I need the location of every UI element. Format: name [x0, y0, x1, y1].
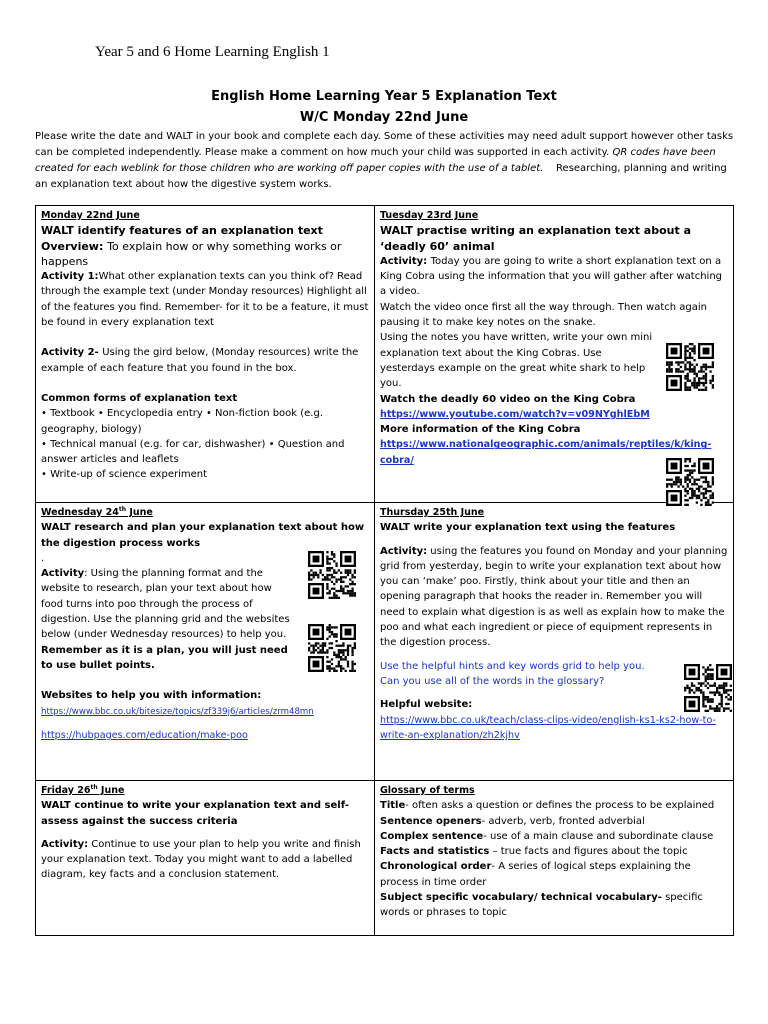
glossary-term: Title	[380, 800, 406, 812]
running-header: Year 5 and 6 Home Learning English 1	[95, 44, 330, 60]
glossary-item	[380, 890, 729, 921]
friday-activity-text: Continue to use your plan to help you write and finish your explanation text. Today you might want to add a labelled diagram, key facts and a conclusion statement.	[41, 838, 361, 881]
thursday-walt: WALT write your explanation text using the features	[380, 522, 676, 534]
tuesday-video-label: Watch the deadly 60 video on the King Cobra	[380, 393, 636, 405]
tuesday-activity-label: Activity:	[380, 255, 431, 267]
activity1-label: Activity 1:	[41, 271, 99, 283]
overview-text: To explain how or why something works or happens	[41, 239, 342, 268]
youtube-link[interactable]: https://www.youtube.com/watch?v=v09NYghlEbM	[380, 408, 650, 420]
weekly-plan-table	[35, 205, 734, 936]
glossary-item	[380, 844, 729, 859]
glossary-term: Subject specific vocabulary/ technical vocabulary-	[380, 892, 662, 904]
tuesday-watch-text: Watch the video once first all the way through. Then watch again pausing it to make key notes on the snake.	[380, 301, 707, 329]
qr-code-icon[interactable]	[666, 458, 714, 506]
glossary-list	[380, 798, 729, 920]
glossary-desc: - often asks a question or defines the process to be explained	[405, 800, 715, 812]
qr-code-icon[interactable]	[666, 343, 714, 391]
bbc-teach-link[interactable]: https://www.bbc.co.uk/teach/class-clips-video/english-ks1-ks2-how-to-write-an-explanation/zh2kjhv	[380, 714, 716, 741]
friday-activity-label: Activity:	[41, 838, 89, 850]
tuesday-walt: WALT practise writing an explanation text about a ‘deadly 60’ animal	[380, 224, 692, 253]
natgeo-link[interactable]: https://www.nationalgeographic.com/animals/reptiles/k/king-cobra/	[380, 439, 712, 466]
thursday-activity-label: Activity:	[380, 545, 428, 557]
glossary-term: Complex sentence	[380, 830, 484, 842]
wednesday-date: Wednesday 24th June	[41, 505, 153, 518]
glossary-desc: - adverb, verb, fronted adverbial	[481, 815, 645, 827]
glossary-term: Facts and statistics	[380, 846, 490, 858]
tuesday-more-label: More information of the King Cobra	[380, 424, 581, 436]
hubpages-link[interactable]: https://hubpages.com/education/make-poo	[41, 729, 248, 741]
thursday-date: Thursday 25th June	[380, 507, 485, 518]
intro-qr-note: QR codes have been created for each weblink for those children who are working off paper copies with the use of a tablet.	[35, 147, 716, 174]
wednesday-remember: Remember as it is a plan, you will just need to use bullet points.	[41, 644, 288, 671]
activity2-label: Activity 2-	[41, 347, 103, 359]
thursday-website-label: Helpful website:	[380, 699, 473, 711]
intro-paragraph	[35, 129, 735, 193]
activity2-text: Using the gird below, (Monday resources) write the example of each feature that you found in the box.	[41, 347, 359, 374]
document-title: English Home Learning Year 5 Explanation Text	[211, 89, 557, 104]
glossary-item	[380, 814, 729, 829]
glossary-heading: Glossary of terms	[380, 785, 475, 796]
glossary-term: Sentence openers	[380, 815, 482, 827]
qr-code-icon[interactable]	[308, 624, 356, 672]
monday-cell	[36, 206, 374, 502]
glossary-desc: specific words or phrases to topic	[380, 892, 703, 919]
thursday-activity-text: using the features you found on Monday and your planning grid from yesterday, begin to write your explanation text about how you can ‘make’ poo. Firstly, think about your title and then an opening paragraph that hooks the reader in. Remember you will need to explain what digestion is as well as explain how to make the poo and what each ingredient or piece of equipment represents in the digestion process.	[380, 545, 728, 649]
activity1-text: What other explanation texts can you think of? Read through the example text (under Monday resources) Highlight all of the features you find. Remember- for it to be a feature, it must be found in every explanation text	[41, 271, 369, 329]
glossary-desc: - use of a main clause and subordinate clause	[483, 830, 714, 842]
monday-walt: WALT identify features of an explanation text	[41, 224, 323, 238]
friday-cell	[36, 781, 374, 935]
glossary-item	[380, 859, 729, 890]
glossary-item	[380, 829, 729, 844]
document-subtitle: W/C Monday 22nd June	[299, 110, 469, 125]
glossary-desc: – true facts and figures about the topic	[489, 846, 688, 858]
monday-date: Monday 22nd June	[41, 210, 140, 221]
wednesday-websites-label: Websites to help you with information:	[41, 690, 262, 702]
thursday-cell	[375, 503, 733, 780]
tuesday-date: Tuesday 23rd June	[380, 210, 479, 221]
intro-text: Please write the date and WALT in your book and complete each day. Some of these activities may need adult support however other tasks can be completed independently. Please make a comment on how much your child was supported in each activity.	[35, 131, 734, 158]
forms-item: • Technical manual (e.g. for car, dishwasher) • Question and answer articles and leaflets	[41, 438, 345, 466]
glossary-desc: - A series of logical steps explaining the process in time order	[380, 861, 691, 888]
glossary-term: Chronological order	[380, 861, 492, 873]
forms-item: • Write-up of science experiment	[41, 469, 208, 481]
wednesday-activity-label: Activity	[41, 568, 85, 580]
qr-code-icon[interactable]	[684, 664, 732, 712]
overview-label: Overview:	[41, 239, 108, 253]
bbc-bitesize-link[interactable]: https://www.bbc.co.uk/bitesize/topics/zf339j6/articles/zrm48mn	[41, 706, 314, 717]
wednesday-dot: .	[41, 552, 45, 564]
forms-item: • Textbook • Encyclopedia entry • Non-fiction book (e.g. geography, biology)	[41, 408, 324, 435]
glossary-item	[380, 798, 729, 813]
tuesday-activity-text: Today you are going to write a short explanation text on a King Cobra using the information that you will gather after watching a video.	[380, 255, 723, 298]
tuesday-notes-text: Using the notes you have written, write your own mini explanation text about the King Cobras. Use yesterdays example on the great white shark to help you.	[380, 332, 653, 390]
wednesday-activity-text: : Using the planning format and the website to research, plan your text about how food turns into poo through the process of digestion. Use the planning grid and the websites below (under Wednesday resources) to help you.	[41, 568, 290, 641]
qr-code-icon[interactable]	[308, 551, 356, 599]
friday-walt: WALT continue to write your explanation text and self-assess against the success criteria	[41, 800, 350, 827]
thursday-hint: Use the helpful hints and key words grid to help you. Can you use all of the words in the glossary?	[380, 660, 645, 687]
intro-topic: Researching, planning and writing an explanation text about how the digestive system works.	[35, 163, 727, 190]
glossary-cell	[375, 781, 733, 935]
wednesday-walt: WALT research and plan your explanation text about how the digestion process works	[41, 522, 365, 549]
forms-heading: Common forms of explanation text	[41, 392, 238, 404]
friday-date: Friday 26th June	[41, 783, 125, 796]
